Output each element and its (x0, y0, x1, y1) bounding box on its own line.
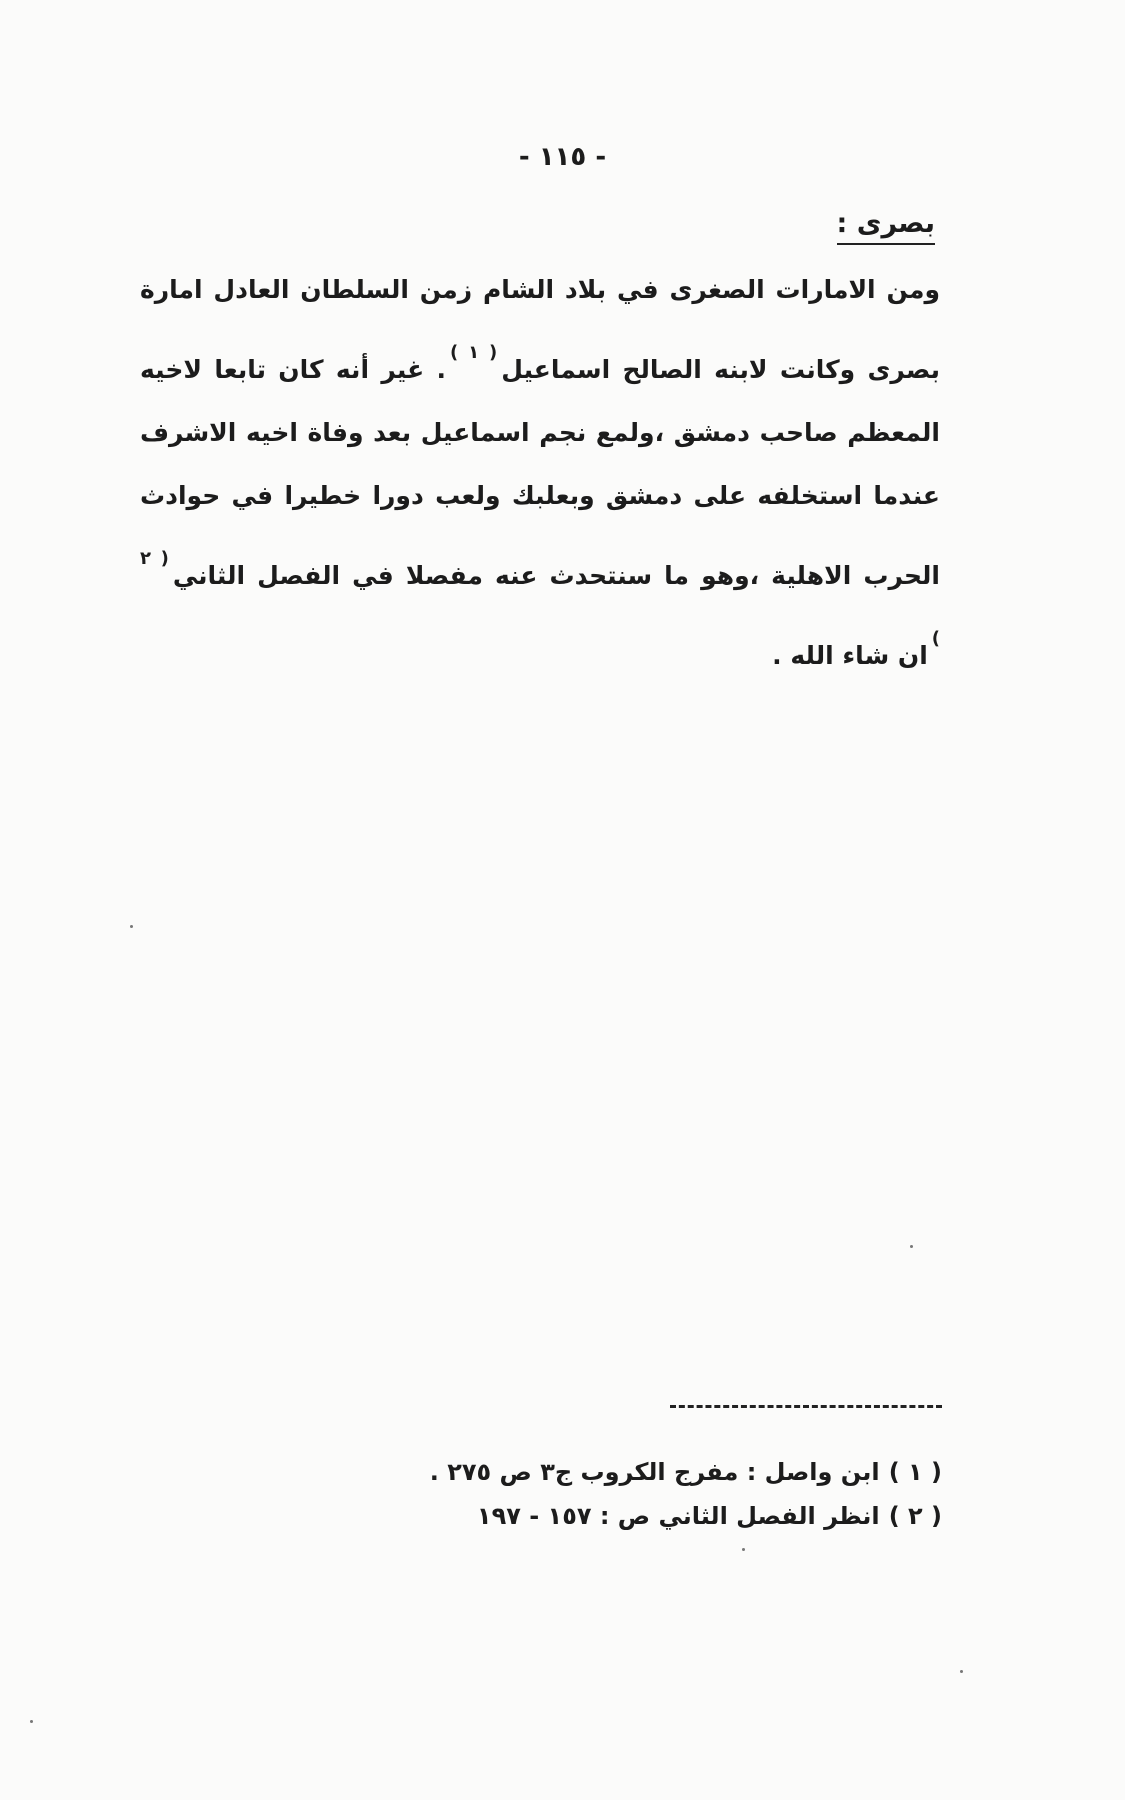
footnote-text: ابن واصل : مفرج الكروب ج٣ ص ٢٧٥ . (429, 1458, 880, 1486)
footnotes (360, 1458, 942, 1546)
body-text-part-2: . غير أنه كان تابعا لاخيه المعظم صاحب دمشق ،ولمع نجم اسماعيل بعد وفاة اخيه الاشرف عندما استخلفه على دمشق وبعلبك ولعب دورا خطيرا في حوادث الحرب الاهلية ،وهو ما سنتحدث عنه مفصلا في الفصل الثاني (140, 355, 940, 590)
footnote-ref-2: ( ٢ ) (140, 548, 940, 649)
body-text-part-3: ان شاء الله . (772, 641, 928, 670)
footnote-text: انظر الفصل الثاني ص : ١٥٧ - ١٩٧ (476, 1502, 880, 1530)
section-heading: بصرى : (837, 208, 935, 245)
body-text-part-1: ومن الامارات الصغرى في بلاد الشام زمن السلطان العادل امارة بصرى وكانت لابنه الصالح اسماعيل (140, 275, 941, 384)
footnote-2 (360, 1502, 942, 1530)
footnote-1 (360, 1458, 942, 1486)
scan-speck (742, 1548, 745, 1551)
footnote-separator (670, 1405, 942, 1408)
footnote-ref-1: ( ١ ) (450, 342, 498, 363)
scan-speck (960, 1670, 963, 1673)
scan-speck (910, 1245, 913, 1248)
scan-speck (130, 925, 133, 928)
body-paragraph (140, 258, 940, 687)
page-number: - ١١٥ - (518, 142, 607, 172)
scan-speck (30, 1720, 33, 1723)
footnote-number: ( ٢ ) (888, 1502, 942, 1530)
footnote-number: ( ١ ) (888, 1458, 942, 1486)
